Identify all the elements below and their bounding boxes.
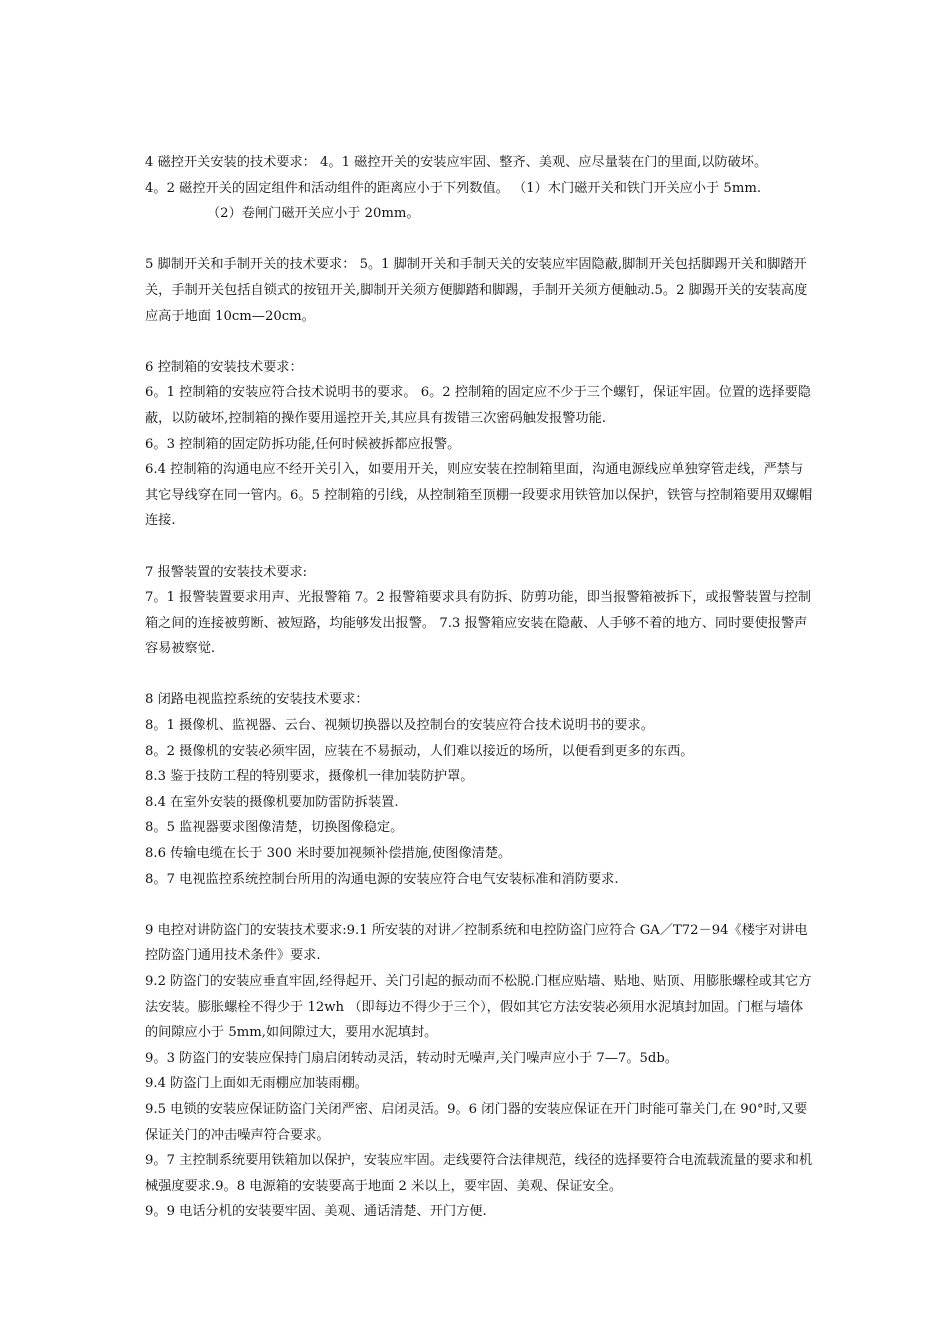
paragraph-8-1: 8。1 摄像机、监视器、云台、视频切换器以及控制台的安装应符合技术说明书的要求。 [145, 718, 654, 734]
paragraph-6-3: 6。3 控制箱的固定防拆功能,任何时候被拆都应报警。 [145, 436, 461, 452]
paragraph-9-5: 9.5 电锁的安装应保证防盗门关闭严密、启闭灵活。9。6 闭门器的安装应保证在开门时能可靠关门,在 90°时,又要保证关门的冲击噪声符合要求。 [145, 1101, 808, 1143]
document-body [145, 150, 813, 1225]
paragraph-9-4: 9.4 防盗门上面如无雨棚应加装雨棚。 [145, 1076, 368, 1092]
spacer [145, 534, 813, 560]
paragraph-9-2: 9.2 防盗门的安装应垂直牢固,经得起开、关门引起的振动而不松脱.门框应贴墙、贴地、贴顶、用膨胀螺栓或其它方法安装。膨胀螺栓不得少于 12wh （即每边不得少于三个），假如其它方法安装必须用水泥填封加固。门框与墙体的间隙应小于 5mm,如间隙过大，要用水泥填封。 [145, 974, 812, 1041]
spacer [145, 329, 813, 355]
paragraph-8-3: 8.3 鉴于技防工程的特别要求，摄像机一律加装防护罩。 [145, 769, 474, 785]
paragraph-5: 5 脚制开关和手制开关的技术要求： 5。1 脚制开关和手制天关的安装应牢固隐蔽,脚制开关包括脚踢开关和脚踏开关，手制开关包括自锁式的按钮开关,脚制开关须方便脚踏和脚踢，手制开关须方便触动.5。2 脚踢开关的安装高度应高于地面 10cm—20cm。 [145, 257, 808, 324]
heading-8: 8 闭路电视监控系统的安装技术要求： [145, 692, 369, 708]
paragraph-9-9: 9。9 电话分机的安装要牢固、美观、通话清楚、开门方便. [145, 1204, 487, 1220]
paragraph-9-3: 9。3 防盗门的安装应保持门扇启闭转动灵活，转动时无噪声,关门噪声应小于 7—7。5db。 [145, 1050, 678, 1066]
paragraph-8-6: 8.6 传输电缆在长于 300 米时要加视频补偿措施,使图像清楚。 [145, 846, 512, 862]
spacer [145, 892, 813, 918]
paragraph-9-1: 9 电控对讲防盗门的安装技术要求:9.1 所安装的对讲／控制系统和电控防盗门应符合 GA／T72－94《楼宇对讲电控防盗门通用技术条件》要求. [145, 922, 808, 964]
spacer [145, 662, 813, 688]
paragraph-8-4: 8.4 在室外安装的摄像机要加防雷防拆装置. [145, 794, 399, 810]
paragraph-4-1: 4 磁控开关安装的技术要求： 4。1 磁控开关的安装应牢固、整齐、美观、应尽量装在门的里面,以防破坏。 [145, 155, 768, 170]
paragraph-9-7: 9。7 主控制系统要用铁箱加以保护，安装应牢固。走线要符合法律规范，线径的选择要符合电流载流量的要求和机械强度要求.9。8 电源箱的安装要高于地面 2 米以上，要牢固、美观、保证安全。 [145, 1153, 813, 1194]
heading-6: 6 控制箱的安装技术要求： [145, 359, 303, 375]
paragraph-7-1: 7。1 报警装置要求用声、光报警箱 7。2 报警箱要求具有防拆、防剪功能，即当报警箱被拆下，或报警装置与控制箱之间的连接被剪断、被短路，均能够发出报警。 7.3 报警箱应安装在隐蔽、人手够不着的地方、同时要使报警声容易被察觉. [145, 590, 811, 657]
heading-7: 7 报警装置的安装技术要求: [145, 564, 308, 580]
paragraph-8-2: 8。2 摄像机的安装必须牢固，应装在不易振动，人们难以接近的场所，以便看到更多的东西。 [145, 743, 694, 759]
paragraph-4-2-b: （2）卷闸门磁开关应小于 20mm。 [207, 206, 420, 222]
paragraph-6-4: 6.4 控制箱的沟通电应不经开关引入，如要用开关，则应安装在控制箱里面，沟通电源线应单独穿管走线，严禁与其它导线穿在同一管内。6。5 控制箱的引线，从控制箱至顶棚一段要求用铁管加以保护，铁管与控制箱要用双螺帽连接. [145, 462, 813, 529]
paragraph-8-7: 8。7 电视监控系统控制台所用的沟通电源的安装应符合电气安装标准和消防要求. [145, 871, 619, 887]
paragraph-6-1: 6。1 控制箱的安装应符合技术说明书的要求。 6。2 控制箱的固定应不少于三个螺钉，保证牢固。位置的选择要隐蔽，以防破坏,控制箱的操作要用遥控开关,其应具有拨错三次密码触发报警功能. [145, 385, 811, 426]
paragraph-8-5: 8。5 监视器要求图像清楚，切换图像稳定。 [145, 820, 404, 836]
paragraph-4-2: 4。2 磁控开关的固定组件和活动组件的距离应小于下列数值。 （1）木门磁开关和铁门开关应小于 5mm. [145, 180, 762, 196]
spacer [145, 227, 813, 253]
